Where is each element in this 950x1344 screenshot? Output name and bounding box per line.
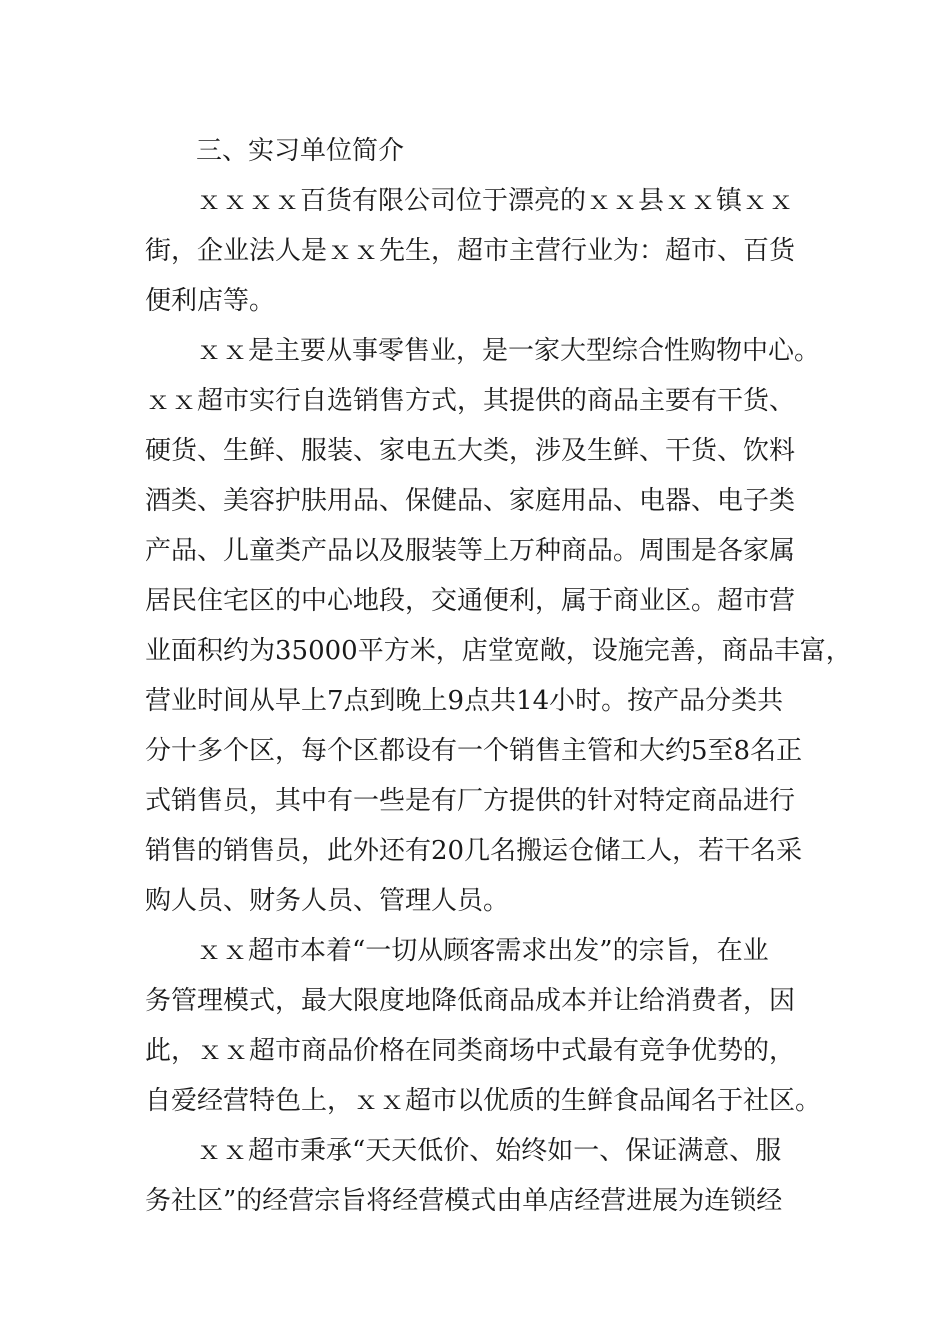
- text-line: 式销售员，其中有一些是有厂方提供的针对特定商品进行: [145, 786, 796, 816]
- text-line: ｘｘｘｘ百货有限公司位于漂亮的ｘｘ县ｘｘ镇ｘｘ: [196, 186, 795, 216]
- text-line: 分十多个区，每个区都设有一个销售主管和大约5至8名正: [145, 736, 803, 766]
- text-line: 街，企业法人是ｘｘ先生，超市主营行业为：超市、百货: [145, 236, 796, 266]
- text-line: 硬货、生鲜、服装、家电五大类，涉及生鲜、干货、饮料: [145, 436, 796, 466]
- text-line: 务社区”的经营宗旨将经营模式由单店经营进展为连锁经: [145, 1186, 783, 1216]
- text-line: 便利店等。: [145, 286, 276, 316]
- text-line: 此，ｘｘ超市商品价格在同类商场中式最有竞争优势的，: [145, 1036, 796, 1066]
- text-line: 酒类、美容护肤用品、保健品、家庭用品、电器、电子类: [145, 486, 796, 516]
- section-heading: 三、实习单位简介: [196, 136, 405, 166]
- text-line: 自爱经营特色上，ｘｘ超市以优质的生鲜食品闻名于社区。: [145, 1086, 822, 1116]
- text-line: ｘｘ是主要从事零售业，是一家大型综合性购物中心。: [196, 336, 821, 366]
- text-line: 销售的销售员，此外还有20几名搬运仓储工人，若干名采: [145, 836, 803, 866]
- text-line: 产品、儿童类产品以及服装等上万种商品。周围是各家属: [145, 536, 796, 566]
- text-line: 务管理模式，最大限度地降低商品成本并让给消费者，因: [145, 986, 796, 1016]
- text-line: 业面积约为35000平方米，店堂宽敞，设施完善，商品丰富，: [145, 636, 852, 666]
- text-line: ｘｘ超市实行自选销售方式，其提供的商品主要有干货、: [145, 386, 796, 416]
- text-line: 居民住宅区的中心地段，交通便利，属于商业区。超市营: [145, 586, 796, 616]
- text-line: 营业时间从早上7点到晚上9点共14小时。按产品分类共: [145, 686, 784, 716]
- text-line: ｘｘ超市本着“一切从顾客需求出发”的宗旨，在业: [196, 936, 769, 966]
- text-line: ｘｘ超市秉承“天天低价、始终如一、保证满意、服: [196, 1136, 782, 1166]
- text-line: 购人员、财务人员、管理人员。: [145, 886, 510, 916]
